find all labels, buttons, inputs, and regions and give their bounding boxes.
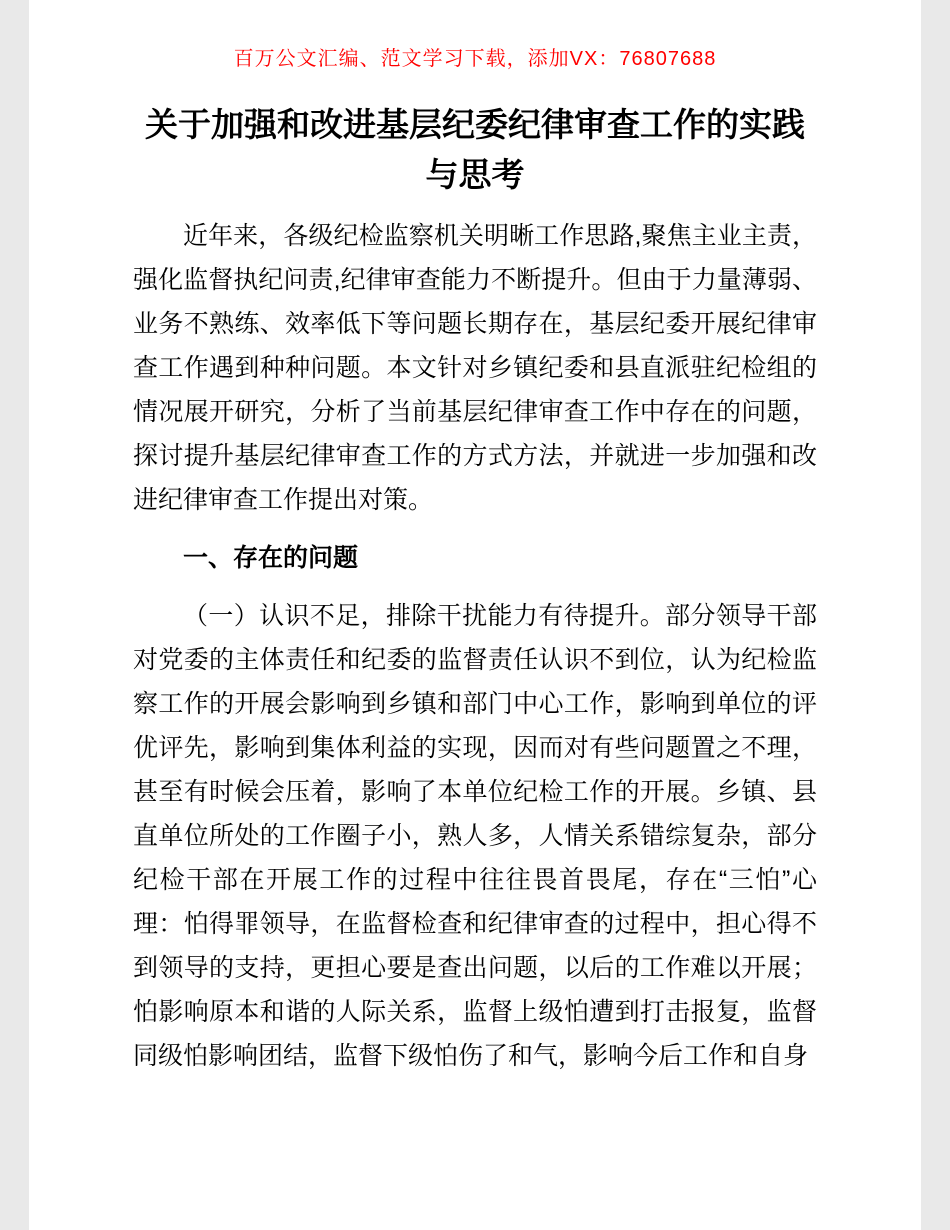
promo-banner: 百万公文汇编、范文学习下载，添加VX：76807688 [233, 48, 717, 70]
paragraph-intro: 近年来，各级纪检监察机关明晰工作思路,聚焦主业主责，强化监督执纪问责,纪律审查能力不断提升。但由于力量薄弱、业务不熟练、效率低下等问题长期存在，基层纪委开展纪律审查工作遇到种种问题。本文针对乡镇纪委和县直派驻纪检组的情况展开研究，分析了当前基层纪律审查工作中存在的问题，探讨提升基层纪律审查工作的方式方法，并就进一步加强和改进纪律审查工作提出对策。 [133, 222, 817, 514]
section-heading-1: 一、存在的问题 [183, 544, 359, 572]
document-title: 关于加强和改进基层纪委纪律审查工作的实践与思考 [145, 106, 805, 193]
document-page [29, 0, 921, 1230]
paragraph-section-1-item-1: （一）认识不足，排除干扰能力有待提升。部分领导干部对党委的主体责任和纪委的监督责任认识不到位，认为纪检监察工作的开展会影响到乡镇和部门中心工作，影响到单位的评优评先，影响到集体利益的实现，因而对有些问题置之不理，甚至有时候会压着，影响了本单位纪检工作的开展。乡镇、县直单位所处的工作圈子小，熟人多，人情关系错综复杂，部分纪检干部在开展工作的过程中往往畏首畏尾，存在“三怕”心理：怕得罪领导，在监督检查和纪律审查的过程中，担心得不到领导的支持，更担心要是查出问题，以后的工作难以开展；怕影响原本和谐的人际关系，监督上级怕遭到打击报复，监督同级怕影响团结，监督下级怕伤了和气，影响今后工作和自身 [133, 602, 817, 1070]
